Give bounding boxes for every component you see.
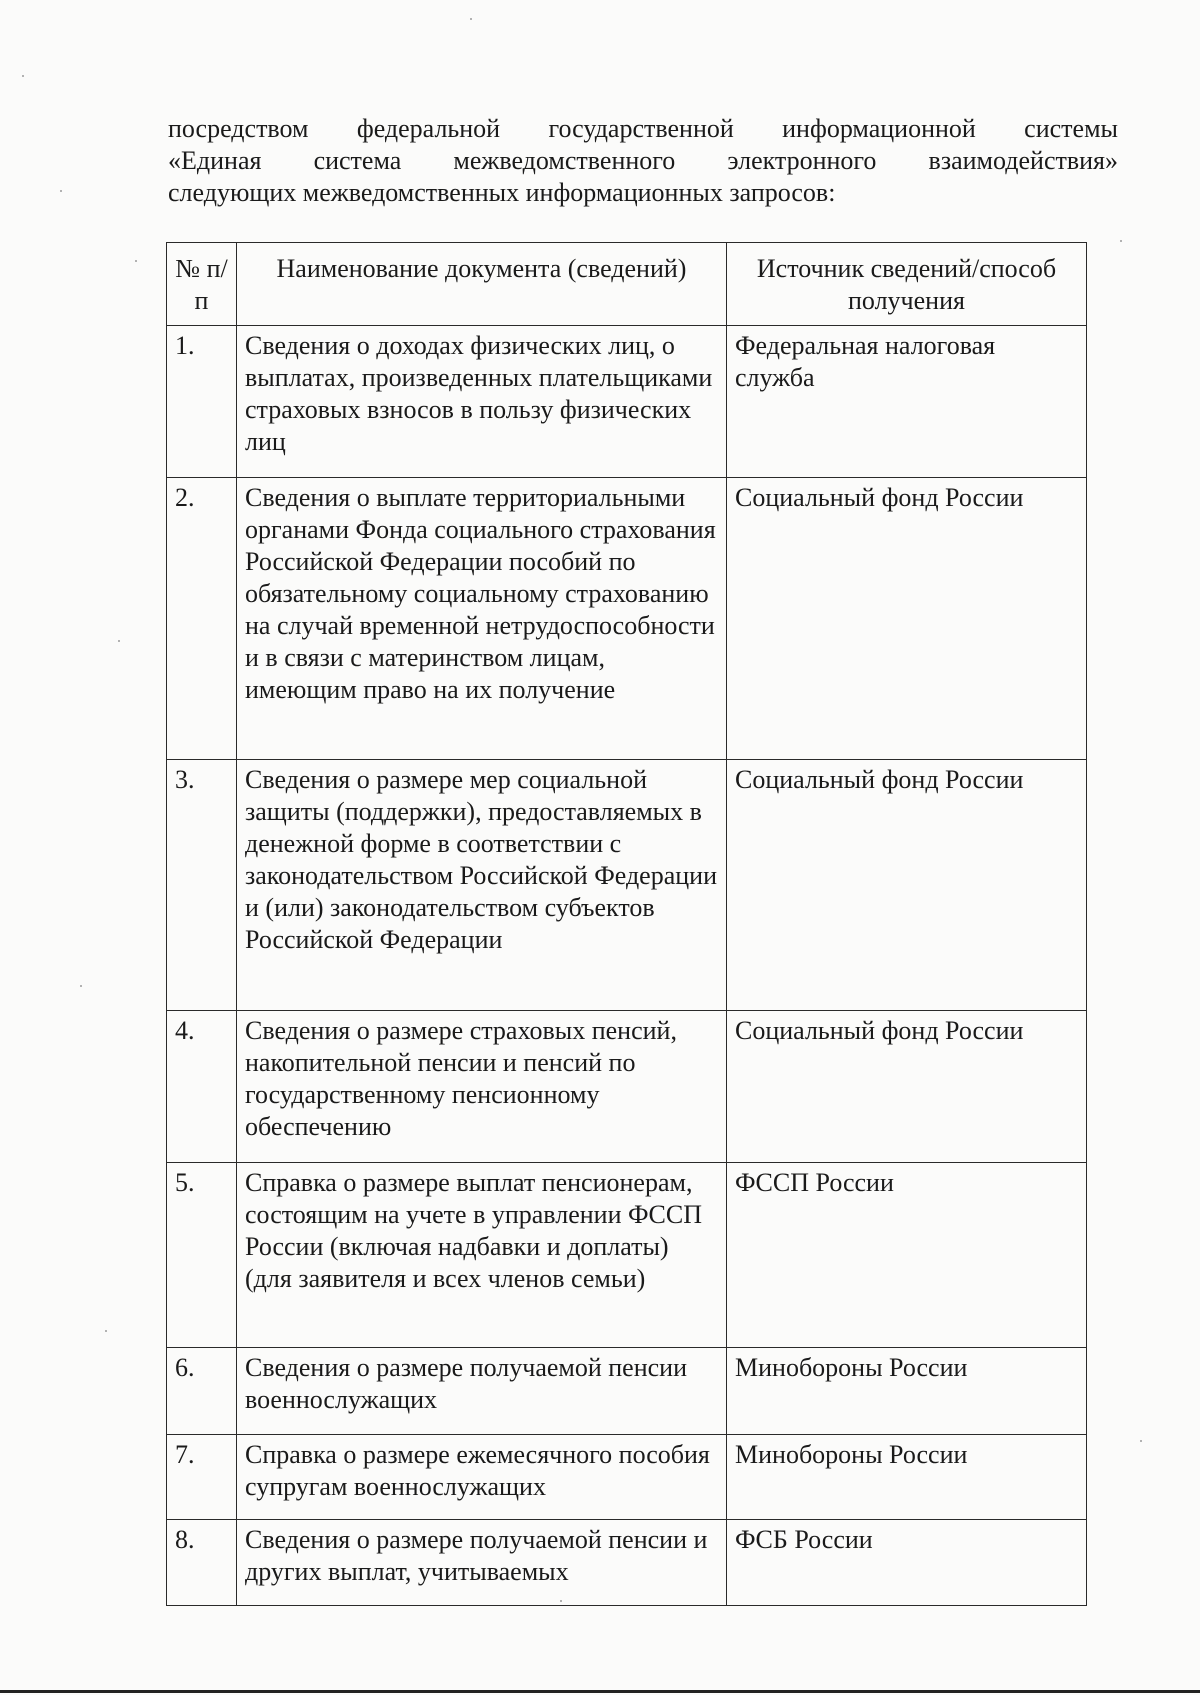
row-num: 6. (167, 1348, 237, 1435)
table-row (167, 1520, 1087, 1606)
row-num: 1. (167, 326, 237, 478)
intro-line-2: «Единая система межведомственного электронного взаимодействия» (168, 146, 1118, 175)
table-row (167, 1435, 1087, 1520)
table-row (167, 478, 1087, 760)
row-num: 3. (167, 760, 237, 1011)
table-row (167, 760, 1087, 1011)
row-name: Сведения о размере страховых пенсий, накопительной пенсии и пенсий по государственному пенсионному обеспечению (237, 1011, 727, 1163)
page-bottom-edge (0, 1690, 1200, 1693)
row-source: ФССП России (727, 1163, 1087, 1348)
scan-speck (105, 1330, 107, 1332)
row-num: 8. (167, 1520, 237, 1606)
row-source: Социальный фонд России (727, 478, 1087, 760)
intro-line-1: посредством федеральной государственной информационной системы (168, 114, 1118, 143)
header-name: Наименование документа (сведений) (237, 243, 727, 326)
row-source: Минобороны России (727, 1348, 1087, 1435)
table-row (167, 326, 1087, 478)
requests-table (166, 242, 1087, 1606)
scan-speck (22, 75, 24, 77)
row-source: Минобороны России (727, 1435, 1087, 1520)
table-header-row (167, 243, 1087, 326)
scan-speck (560, 1600, 562, 1602)
row-num: 4. (167, 1011, 237, 1163)
scan-speck (135, 260, 137, 262)
row-num: 2. (167, 478, 237, 760)
scan-speck (470, 18, 472, 20)
row-name: Сведения о выплате территориальными органами Фонда социального страхования Российской Федерации пособий по обязательному социальному страхованию на случай временной нетрудоспособности и в связи с материнством лицам, имеющим право на их получение (237, 478, 727, 760)
header-source: Источник сведений/способ получения (727, 243, 1087, 326)
row-name: Сведения о доходах физических лиц, о выплатах, произведенных плательщиками страховых взносов в пользу физических лиц (237, 326, 727, 478)
row-num: 7. (167, 1435, 237, 1520)
row-source: Федеральная налоговая служба (727, 326, 1087, 478)
scan-speck (118, 640, 120, 642)
header-num: № п/п (167, 243, 237, 326)
row-source: ФСБ России (727, 1520, 1087, 1606)
row-name: Справка о размере ежемесячного пособия супругам военнослужащих (237, 1435, 727, 1520)
scan-speck (80, 985, 82, 987)
table-row (167, 1163, 1087, 1348)
row-name: Сведения о размере получаемой пенсии военнослужащих (237, 1348, 727, 1435)
intro-line-3: следующих межведомственных информационных запросов: (168, 178, 836, 207)
row-source: Социальный фонд России (727, 1011, 1087, 1163)
table-row (167, 1348, 1087, 1435)
row-num: 5. (167, 1163, 237, 1348)
scan-speck (1140, 1440, 1142, 1442)
row-name: Справка о размере выплат пенсионерам, состоящим на учете в управлении ФССП России (включая надбавки и доплаты) (для заявителя и всех членов семьи) (237, 1163, 727, 1348)
row-source: Социальный фонд России (727, 760, 1087, 1011)
row-name: Сведения о размере мер социальной защиты (поддержки), предоставляемых в денежной форме в соответствии с законодательством Российской Федерации и (или) законодательством субъектов Российской Федерации (237, 760, 727, 1011)
table-row (167, 1011, 1087, 1163)
row-name: Сведения о размере получаемой пенсии и других выплат, учитываемых (237, 1520, 727, 1606)
scan-speck (60, 190, 62, 192)
intro-paragraph (168, 113, 1118, 209)
scan-speck (1120, 240, 1122, 242)
